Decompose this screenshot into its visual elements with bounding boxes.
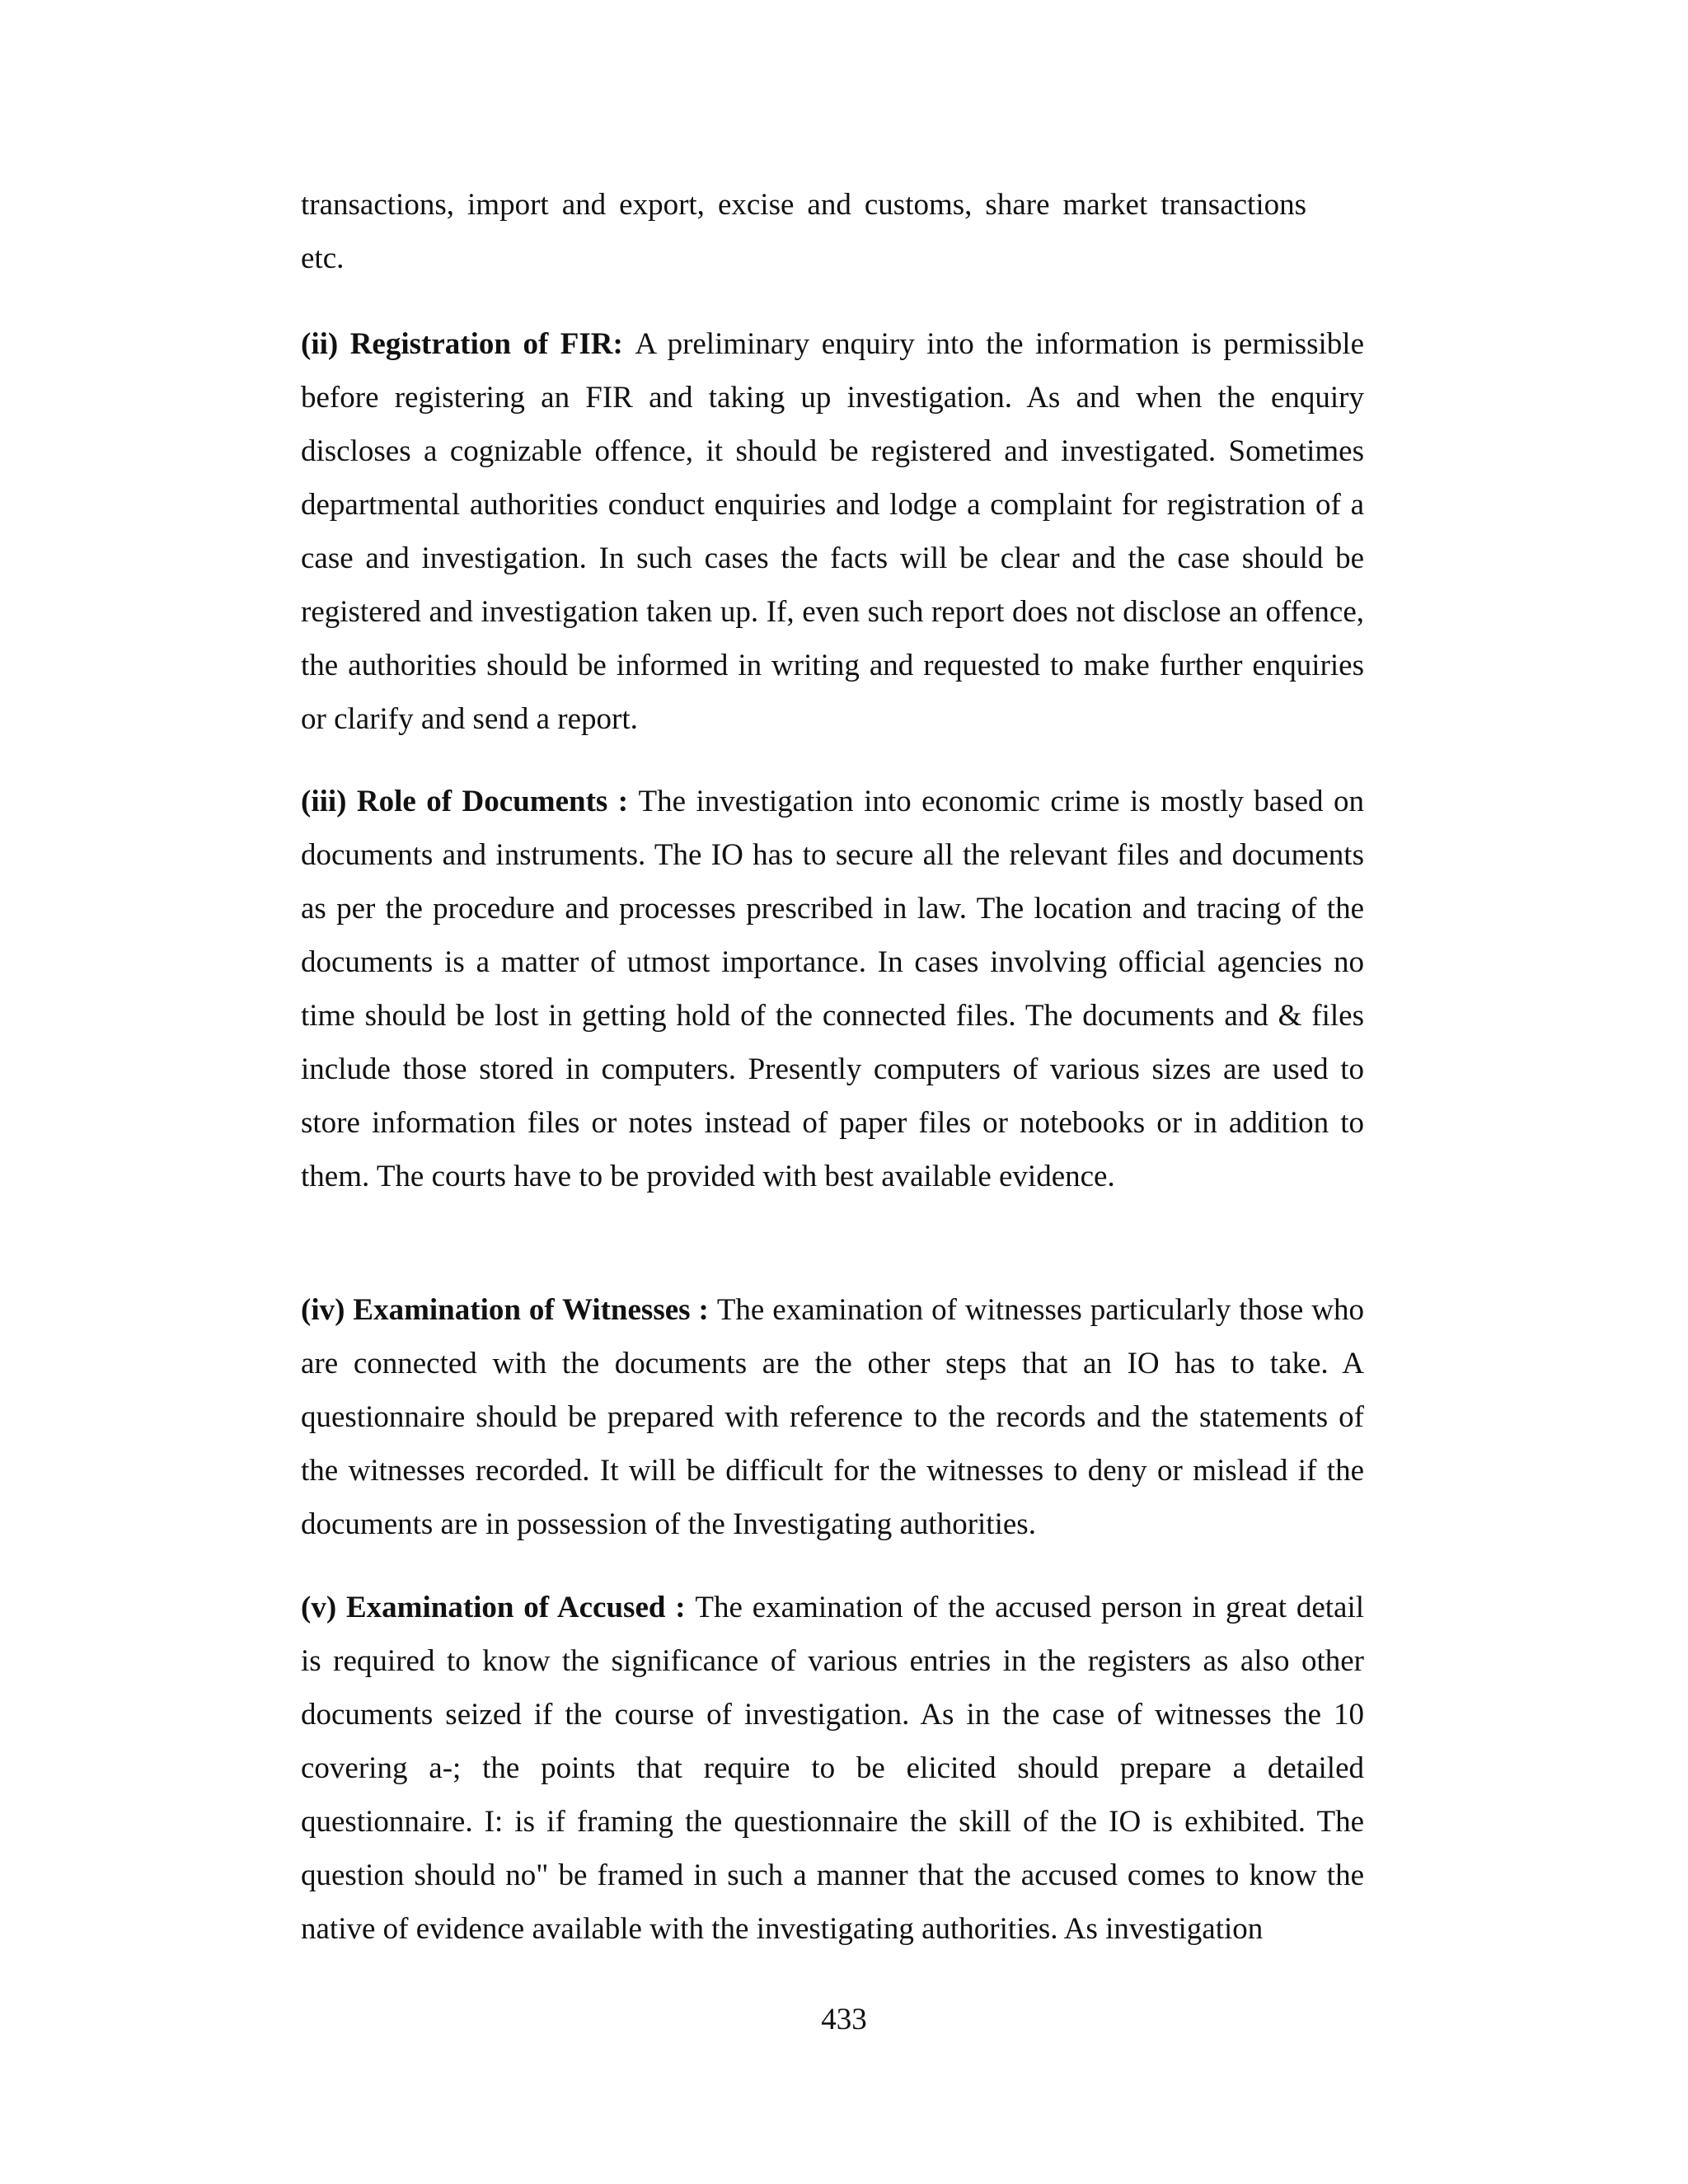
paragraph-body: The investigation into economic crime is mostly based on documents and instruments. The IO has to secure all the relevant files and documents as per the procedure and processes prescribed in law. The location and tracing of the documents is a matter of utmost importance. In cases involving official agencies no time should be lost in getting hold of the connected files. The documents and & files include those stored in computers. Presently computers of various sizes are used to store information files or notes instead of paper files or notebooks or in addition to them. The courts have to be provided with best available evidence. bbox=[301, 785, 1364, 1193]
intro-text: transactions, import and export, excise and customs, share market transactions etc. bbox=[301, 188, 1306, 275]
page-number: 433 bbox=[821, 2003, 867, 2036]
paragraph-heading: (v) Examination of Accused : bbox=[301, 1591, 696, 1624]
paragraph-heading: (ii) Registration of FIR: bbox=[301, 327, 635, 361]
paragraph-role-of-documents bbox=[301, 775, 1364, 1203]
paragraph-body: A preliminary enquiry into the information is permissible before registering an FIR and taking up investigation. As and when the enquiry discloses a cognizable offence, it should be registered and investigated. Sometimes departmental authorities conduct enquiries and lodge a complaint for registration of a case and investigation. In such cases the facts will be clear and the case should be registered and investigation taken up. If, even such report does not disclose an offence, the authorities should be informed in writing and requested to make further enquiries or clarify and send a report. bbox=[301, 327, 1364, 736]
paragraph-heading: (iii) Role of Documents : bbox=[301, 785, 639, 818]
paragraph-body: The examination of the accused person in great detail is required to know the significance of various entries in the registers as also other documents seized if the course of investigation. As in the case of witnesses the 10 covering a-; the points that require to be elicited should prepare a detailed questionnaire. I: is if framing the questionnaire the skill of the IO is exhibited. The question should no" be framed in such a manner that the accused comes to know the native of evidence available with the investigating authorities. As investigation bbox=[301, 1591, 1364, 1946]
paragraph-examination-of-accused bbox=[301, 1581, 1364, 1956]
paragraph-examination-of-witnesses bbox=[301, 1283, 1364, 1551]
paragraph-body: The examination of witnesses particularly those who are connected with the documents are the other steps that an IO has to take. A questionnaire should be prepared with reference to the records and the statements of the witnesses recorded. It will be difficult for the witnesses to deny or mislead if the documents are in possession of the Investigating authorities. bbox=[301, 1293, 1365, 1541]
intro-paragraph bbox=[301, 178, 1306, 285]
paragraph-heading: (iv) Examination of Witnesses : bbox=[301, 1293, 717, 1327]
paragraph-registration-of-fir bbox=[301, 317, 1364, 746]
